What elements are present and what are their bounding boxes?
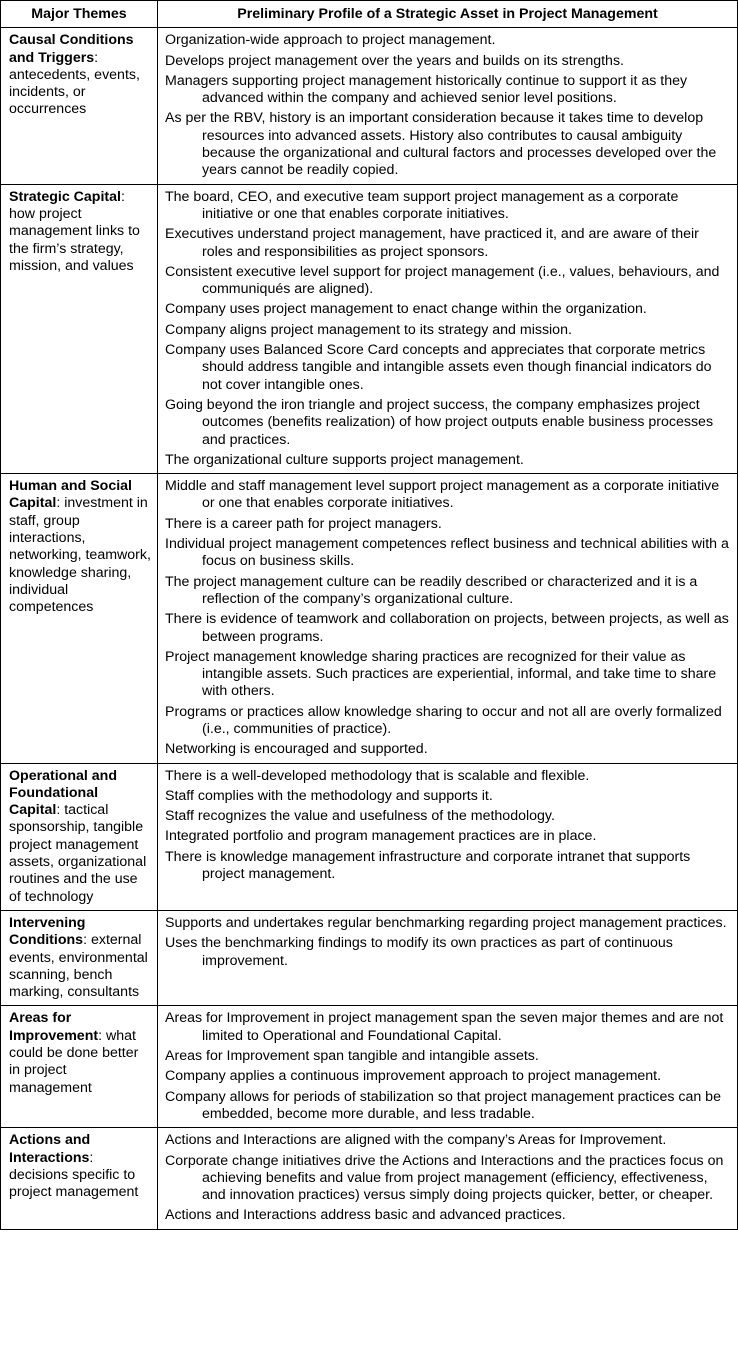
profile-item: There is knowledge management infrastructure and corporate intranet that supports project management. <box>165 848 691 883</box>
profile-item: Staff recognizes the value and usefulness of the methodology. <box>165 808 555 825</box>
table-body <box>1 28 738 1229</box>
profile-item: Company allows for periods of stabilization so that project management practices can be embedded, become more durable, and less tradable. <box>165 1088 721 1122</box>
profile-item: Staff complies with the methodology and supports it. <box>165 787 493 804</box>
profile-item: The project management culture can be readily described or characterized and it is a reflection of the company’s organizational culture. <box>165 573 698 607</box>
profile-items-cell <box>158 1006 738 1128</box>
profile-items-cell <box>158 474 738 763</box>
theme-cell <box>1 184 158 473</box>
profile-item: Individual project management competences reflect business and technical abilities with a focus on business skills. <box>165 536 729 570</box>
header-major-themes: Major Themes <box>1 1 158 28</box>
profile-item: Integrated portfolio and program management practices are in place. <box>165 828 597 845</box>
theme-description: : how project management links to the firm’s strategy, mission, and values <box>9 188 140 274</box>
profile-item: There is a well-developed methodology that is scalable and flexible. <box>165 767 590 784</box>
profile-item: Corporate change initiatives drive the Actions and Interactions and the practices focus on achieving benefits and value from project management (efficiency, effectiveness, and innovation practices) versus simply doing projects quicker, better, or cheaper. <box>165 1152 724 1204</box>
profile-item: Develops project management over the years and builds on its strengths. <box>165 52 624 69</box>
profile-items-cell <box>158 1128 738 1229</box>
profile-item: Company uses Balanced Score Card concepts and appreciates that corporate metrics should address tangible and intangible assets even though financial indicators do not cover intangible ones. <box>165 342 712 393</box>
profile-item: There is a career path for project managers. <box>165 515 442 532</box>
theme-title: Strategic Capital <box>9 188 121 205</box>
profile-item: Actions and Interactions address basic and advanced practices. <box>165 1207 566 1224</box>
profile-item: Programs or practices allow knowledge sharing to occur and not all are overly formalized (i.e., communities of practice). <box>165 703 722 737</box>
profile-item: Actions and Interactions are aligned with the company’s Areas for Improvement. <box>165 1132 667 1149</box>
profile-item: Areas for Improvement in project management span the seven major themes and are not limited to Operational and Foundational Capital. <box>165 1010 724 1044</box>
theme-cell <box>1 28 158 184</box>
table-row <box>1 474 738 763</box>
profile-item: The organizational culture supports project management. <box>165 451 524 468</box>
profile-item: Executives understand project management, have practiced it, and are aware of their roles and responsibilities as project sponsors. <box>165 226 699 260</box>
profile-item: There is evidence of teamwork and collaboration on projects, between projects, as well as between programs. <box>165 611 729 645</box>
theme-cell <box>1 1128 158 1229</box>
theme-description: : antecedents, events, incidents, or occurrences <box>9 49 140 118</box>
theme-title: Intervening Conditions <box>9 914 86 949</box>
table-row <box>1 763 738 910</box>
profile-item: Company aligns project management to its strategy and mission. <box>165 321 572 338</box>
theme-description: : what could be done better in project management <box>9 1027 139 1096</box>
table-row <box>1 1128 738 1229</box>
profile-item: Company applies a continuous improvement approach to project management. <box>165 1068 662 1085</box>
profile-item: Supports and undertakes regular benchmarking regarding project management practices. <box>165 914 727 931</box>
theme-description: : external events, environmental scanning, bench marking, consultants <box>9 932 148 1001</box>
profile-items-cell <box>158 28 738 184</box>
theme-description: : tactical sponsorship, tangible project management assets, organizational routines and the use of technology <box>9 802 147 905</box>
profile-items-cell <box>158 763 738 910</box>
theme-title: Areas for Improvement <box>9 1010 99 1044</box>
table-header-row <box>1 1 738 28</box>
profile-items-cell <box>158 910 738 1005</box>
theme-title: Human and Social Capital <box>9 478 132 512</box>
profile-item: Networking is encouraged and supported. <box>165 741 428 758</box>
table-row <box>1 910 738 1005</box>
table-row <box>1 1006 738 1128</box>
profile-item: Company uses project management to enact change within the organization. <box>165 301 647 318</box>
header-profile: Preliminary Profile of a Strategic Asset in Project Management <box>158 1 738 28</box>
profile-item: Organization-wide approach to project management. <box>165 32 496 49</box>
theme-title: Causal Conditions and Triggers <box>9 32 134 66</box>
profile-item: Uses the benchmarking findings to modify its own practices as part of continuous improvement. <box>165 935 673 969</box>
theme-cell <box>1 763 158 910</box>
profile-items-cell <box>158 184 738 473</box>
profile-item: Consistent executive level support for project management (i.e., values, behaviours, and communiqués are aligned). <box>165 263 720 298</box>
table-row <box>1 28 738 184</box>
profile-item: As per the RBV, history is an important consideration because it takes time to develop resources into advanced assets. History also contributes to causal ambiguity because the organizational and cultural factors and processes developed over the years cannot be readily copied. <box>165 110 717 179</box>
theme-cell <box>1 910 158 1005</box>
theme-cell <box>1 1006 158 1128</box>
profile-item: Managers supporting project management historically continue to support it as they advanced within the company and achieved senior level positions. <box>165 72 688 107</box>
theme-description: : decisions specific to project management <box>9 1149 139 1201</box>
theme-title: Operational and Foundational Capital <box>9 767 117 819</box>
theme-description: : investment in staff, group interactions, networking, teamwork, knowledge sharing, individual competences <box>9 495 151 616</box>
table-row <box>1 184 738 473</box>
theme-cell <box>1 474 158 763</box>
theme-title: Actions and Interactions <box>9 1132 91 1166</box>
profile-item: Going beyond the iron triangle and project success, the company emphasizes project outcomes (benefits realization) of how project outputs enable business processes and practices. <box>165 396 714 448</box>
profile-item: Middle and staff management level support project management as a corporate initiative or one that enables corporate initiatives. <box>165 478 720 512</box>
profile-item: The board, CEO, and executive team support project management as a corporate initiative or one that enables corporate initiatives. <box>165 188 679 222</box>
profile-item: Areas for Improvement span tangible and intangible assets. <box>165 1048 539 1065</box>
profile-item: Project management knowledge sharing practices are recognized for their value as intangible assets. Such practices are experiential, informal, and take time to share with others. <box>165 648 717 700</box>
